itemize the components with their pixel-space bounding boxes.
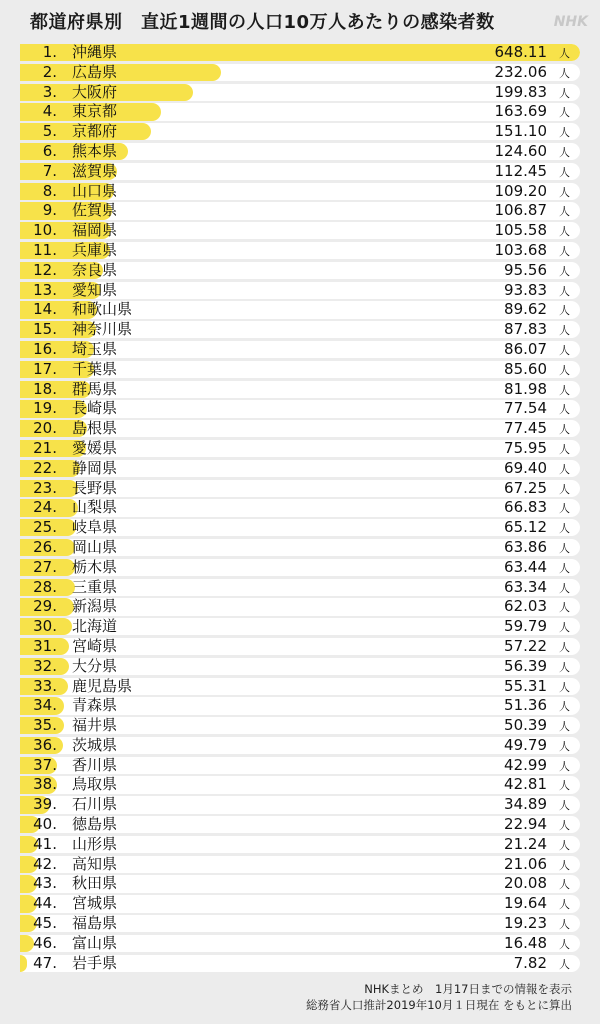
bar-row-10	[20, 222, 580, 239]
unit-label: 人	[559, 601, 570, 615]
value-label: 124.60	[494, 142, 547, 160]
prefecture-label: 静岡県	[72, 459, 118, 477]
value-label: 20.08	[504, 875, 547, 893]
rank-label: 3.	[42, 83, 57, 101]
bar-row-20	[20, 420, 580, 437]
unit-label: 人	[559, 264, 570, 278]
value-label: 109.20	[494, 182, 547, 200]
unit-label: 人	[559, 720, 570, 734]
value-label: 21.24	[504, 835, 547, 853]
rank-label: 4.	[42, 103, 57, 121]
value-label: 106.87	[494, 202, 547, 220]
unit-label: 人	[559, 541, 570, 555]
bar-row-21	[20, 440, 580, 457]
unit-label: 人	[559, 66, 570, 80]
bar-row-32	[20, 658, 580, 675]
prefecture-label: 山口県	[72, 182, 118, 200]
bar-row-34	[20, 697, 580, 714]
rank-label: 7.	[42, 162, 57, 180]
bar-row-26	[20, 539, 580, 556]
rank-label: 28.	[33, 578, 57, 596]
value-label: 7.82	[513, 954, 547, 972]
rank-label: 11.	[33, 241, 57, 259]
unit-label: 人	[559, 957, 570, 971]
bar-row-31	[20, 638, 580, 655]
bar-row-9	[20, 202, 580, 219]
value-label: 34.89	[504, 796, 547, 814]
value-label: 103.68	[494, 241, 547, 259]
bar-row-42	[20, 856, 580, 873]
rank-label: 30.	[33, 618, 57, 636]
value-label: 42.81	[504, 776, 547, 794]
prefecture-label: 宮崎県	[72, 637, 118, 655]
bar-row-45	[20, 915, 580, 932]
bar-row-38	[20, 776, 580, 793]
rank-label: 22.	[33, 459, 57, 477]
rank-label: 13.	[33, 281, 57, 299]
bar-row-25	[20, 519, 580, 536]
footer-calculation-note: 総務省人口推計2019年10月１日現在 をもとに算出	[305, 998, 572, 1012]
prefecture-label: 千葉県	[72, 360, 118, 378]
bar-row-24	[20, 499, 580, 516]
rank-label: 34.	[33, 697, 57, 715]
bar-row-27	[20, 559, 580, 576]
bar-row-17	[20, 361, 580, 378]
value-label: 89.62	[504, 301, 547, 319]
rank-label: 46.	[33, 934, 57, 952]
rank-label: 35.	[33, 717, 57, 735]
value-label: 87.83	[504, 321, 547, 339]
value-label: 81.98	[504, 380, 547, 398]
unit-label: 人	[559, 284, 570, 298]
unit-label: 人	[559, 383, 570, 397]
rank-label: 37.	[33, 756, 57, 774]
value-label: 77.54	[504, 400, 547, 418]
prefecture-label: 石川県	[72, 796, 118, 814]
unit-label: 人	[559, 700, 570, 714]
unit-label: 人	[559, 561, 570, 575]
bar	[20, 935, 34, 952]
prefecture-label: 宮城県	[72, 895, 118, 913]
prefecture-label: 滋賀県	[72, 162, 118, 180]
prefecture-label: 長野県	[72, 479, 118, 497]
unit-label: 人	[559, 878, 570, 892]
value-label: 19.23	[504, 915, 547, 933]
bar-row-43	[20, 875, 580, 892]
bar-row-6	[20, 143, 580, 160]
rank-label: 41.	[33, 835, 57, 853]
prefecture-label: 高知県	[72, 855, 118, 873]
unit-label: 人	[559, 522, 570, 536]
prefecture-label: 大分県	[72, 657, 118, 675]
unit-label: 人	[559, 145, 570, 159]
rank-label: 43.	[33, 875, 57, 893]
value-label: 56.39	[504, 657, 547, 675]
prefecture-label: 長崎県	[72, 400, 118, 418]
rank-label: 16.	[33, 340, 57, 358]
rank-label: 6.	[42, 142, 57, 160]
nhk-watermark-logo: NHK	[553, 14, 588, 30]
unit-label: 人	[559, 126, 570, 140]
prefecture-label: 岐阜県	[72, 519, 118, 537]
prefecture-label: 福島県	[72, 915, 118, 933]
rank-label: 38.	[33, 776, 57, 794]
unit-label: 人	[559, 462, 570, 476]
rank-label: 10.	[33, 222, 57, 240]
bar-row-47	[20, 955, 580, 972]
value-label: 63.34	[504, 578, 547, 596]
unit-label: 人	[559, 779, 570, 793]
value-label: 85.60	[504, 360, 547, 378]
unit-label: 人	[559, 581, 570, 595]
bar-chart	[20, 44, 580, 974]
unit-label: 人	[559, 205, 570, 219]
bar-row-35	[20, 717, 580, 734]
bar-row-3	[20, 84, 580, 101]
rank-label: 26.	[33, 538, 57, 556]
value-label: 59.79	[504, 618, 547, 636]
unit-label: 人	[559, 304, 570, 318]
unit-label: 人	[559, 799, 570, 813]
value-label: 77.45	[504, 420, 547, 438]
prefecture-label: 群馬県	[72, 380, 118, 398]
rank-label: 25.	[33, 519, 57, 537]
unit-label: 人	[559, 185, 570, 199]
value-label: 151.10	[494, 123, 547, 141]
prefecture-label: 栃木県	[72, 558, 118, 576]
rank-label: 31.	[33, 637, 57, 655]
bar	[20, 955, 27, 972]
unit-label: 人	[559, 324, 570, 338]
bar-row-7	[20, 163, 580, 180]
bar-row-8	[20, 183, 580, 200]
value-label: 42.99	[504, 756, 547, 774]
unit-label: 人	[559, 680, 570, 694]
prefecture-label: 広島県	[72, 63, 118, 81]
unit-label: 人	[559, 502, 570, 516]
value-label: 105.58	[494, 222, 547, 240]
bar-row-40	[20, 816, 580, 833]
value-label: 49.79	[504, 736, 547, 754]
unit-label: 人	[559, 621, 570, 635]
value-label: 69.40	[504, 459, 547, 477]
unit-label: 人	[559, 423, 570, 437]
unit-label: 人	[559, 858, 570, 872]
prefecture-label: 島根県	[72, 420, 118, 438]
unit-label: 人	[559, 47, 570, 60]
prefecture-label: 大阪府	[72, 83, 118, 101]
unit-label: 人	[559, 898, 570, 912]
rank-label: 33.	[33, 677, 57, 695]
bar-row-16	[20, 341, 580, 358]
rank-label: 24.	[33, 499, 57, 517]
value-label: 112.45	[494, 162, 547, 180]
prefecture-label: 岡山県	[72, 538, 118, 556]
chart-title: 都道府県別 直近1週間の人口10万人あたりの感染者数	[30, 12, 495, 33]
unit-label: 人	[559, 403, 570, 417]
value-label: 163.69	[494, 103, 547, 121]
bar-row-19	[20, 400, 580, 417]
bar-row-15	[20, 321, 580, 338]
value-label: 22.94	[504, 816, 547, 834]
value-label: 67.25	[504, 479, 547, 497]
value-label: 75.95	[504, 439, 547, 457]
value-label: 50.39	[504, 717, 547, 735]
bar-row-36	[20, 737, 580, 754]
bar-row-30	[20, 618, 580, 635]
rank-label: 45.	[33, 915, 57, 933]
rank-label: 5.	[42, 123, 57, 141]
prefecture-label: 和歌山県	[72, 301, 133, 319]
unit-label: 人	[559, 660, 570, 674]
value-label: 63.44	[504, 558, 547, 576]
value-label: 66.83	[504, 499, 547, 517]
rank-label: 15.	[33, 321, 57, 339]
rank-label: 36.	[33, 736, 57, 754]
value-label: 63.86	[504, 538, 547, 556]
unit-label: 人	[559, 165, 570, 179]
unit-label: 人	[559, 225, 570, 239]
bar-row-28	[20, 579, 580, 596]
unit-label: 人	[559, 640, 570, 654]
unit-label: 人	[559, 343, 570, 357]
bar-row-14	[20, 301, 580, 318]
bar-row-12	[20, 262, 580, 279]
prefecture-label: 北海道	[72, 618, 118, 636]
footer-source-note: NHKまとめ 1月17日までの情報を表示	[364, 982, 572, 996]
rank-label: 32.	[33, 657, 57, 675]
unit-label: 人	[559, 363, 570, 377]
bar-row-5	[20, 123, 580, 140]
value-label: 21.06	[504, 855, 547, 873]
rank-label: 18.	[33, 380, 57, 398]
value-label: 51.36	[504, 697, 547, 715]
rank-label: 21.	[33, 439, 57, 457]
prefecture-label: 兵庫県	[72, 241, 118, 259]
rank-label: 29.	[33, 598, 57, 616]
prefecture-label: 奈良県	[72, 261, 118, 279]
prefecture-label: 鳥取県	[72, 776, 118, 794]
value-label: 57.22	[504, 637, 547, 655]
unit-label: 人	[559, 86, 570, 100]
prefecture-label: 福岡県	[72, 222, 118, 240]
prefecture-label: 秋田県	[72, 875, 118, 893]
prefecture-label: 埼玉県	[72, 340, 118, 358]
unit-label: 人	[559, 244, 570, 258]
prefecture-label: 三重県	[72, 578, 118, 596]
prefecture-label: 京都府	[72, 123, 118, 141]
unit-label: 人	[559, 739, 570, 753]
unit-label: 人	[559, 759, 570, 773]
bar-row-1	[20, 44, 580, 61]
bar-row-46	[20, 935, 580, 952]
rank-label: 9.	[42, 202, 57, 220]
prefecture-label: 鹿児島県	[72, 677, 133, 695]
value-label: 55.31	[504, 677, 547, 695]
bar-row-37	[20, 757, 580, 774]
prefecture-label: 神奈川県	[72, 321, 133, 339]
value-label: 232.06	[494, 63, 547, 81]
rank-label: 17.	[33, 360, 57, 378]
bar-row-4	[20, 103, 580, 120]
bar-row-18	[20, 381, 580, 398]
rank-label: 42.	[33, 855, 57, 873]
bar-row-39	[20, 796, 580, 813]
bar-row-44	[20, 895, 580, 912]
value-label: 19.64	[504, 895, 547, 913]
rank-label: 27.	[33, 558, 57, 576]
unit-label: 人	[559, 482, 570, 496]
rank-label: 44.	[33, 895, 57, 913]
rank-label: 8.	[42, 182, 57, 200]
rank-label: 19.	[33, 400, 57, 418]
prefecture-label: 東京都	[72, 103, 118, 121]
value-label: 648.11	[494, 44, 547, 61]
prefecture-label: 福井県	[72, 717, 118, 735]
prefecture-label: 熊本県	[72, 142, 118, 160]
bar-row-23	[20, 480, 580, 497]
rank-label: 12.	[33, 261, 57, 279]
value-label: 199.83	[494, 83, 547, 101]
bar-row-2	[20, 64, 580, 81]
bar-row-11	[20, 242, 580, 259]
prefecture-label: 香川県	[72, 756, 118, 774]
bar-row-41	[20, 836, 580, 853]
prefecture-label: 青森県	[72, 697, 118, 715]
unit-label: 人	[559, 838, 570, 852]
prefecture-label: 愛媛県	[72, 439, 118, 457]
value-label: 86.07	[504, 340, 547, 358]
rank-label: 47.	[33, 954, 57, 972]
rank-label: 23.	[33, 479, 57, 497]
chart-footer	[306, 981, 572, 1013]
bar-row-13	[20, 282, 580, 299]
rank-label: 2.	[42, 63, 57, 81]
prefecture-label: 富山県	[72, 934, 118, 952]
unit-label: 人	[559, 442, 570, 456]
prefecture-label: 岩手県	[72, 954, 118, 972]
unit-label: 人	[559, 918, 570, 932]
value-label: 16.48	[504, 934, 547, 952]
value-label: 62.03	[504, 598, 547, 616]
value-label: 95.56	[504, 261, 547, 279]
prefecture-label: 新潟県	[72, 598, 118, 616]
prefecture-label: 山形県	[72, 835, 118, 853]
unit-label: 人	[559, 819, 570, 833]
value-label: 93.83	[504, 281, 547, 299]
prefecture-label: 茨城県	[72, 736, 118, 754]
bar-row-22	[20, 460, 580, 477]
bar-row-33	[20, 678, 580, 695]
rank-label: 14.	[33, 301, 57, 319]
rank-label: 39.	[33, 796, 57, 814]
prefecture-label: 山梨県	[72, 499, 118, 517]
prefecture-label: 佐賀県	[72, 202, 118, 220]
value-label: 65.12	[504, 519, 547, 537]
rank-label: 40.	[33, 816, 57, 834]
prefecture-label: 沖縄県	[72, 44, 118, 61]
rank-label: 1.	[42, 44, 57, 61]
bar-row-29	[20, 598, 580, 615]
prefecture-label: 愛知県	[72, 281, 118, 299]
unit-label: 人	[559, 937, 570, 951]
rank-label: 20.	[33, 420, 57, 438]
prefecture-label: 徳島県	[72, 816, 118, 834]
unit-label: 人	[559, 106, 570, 120]
